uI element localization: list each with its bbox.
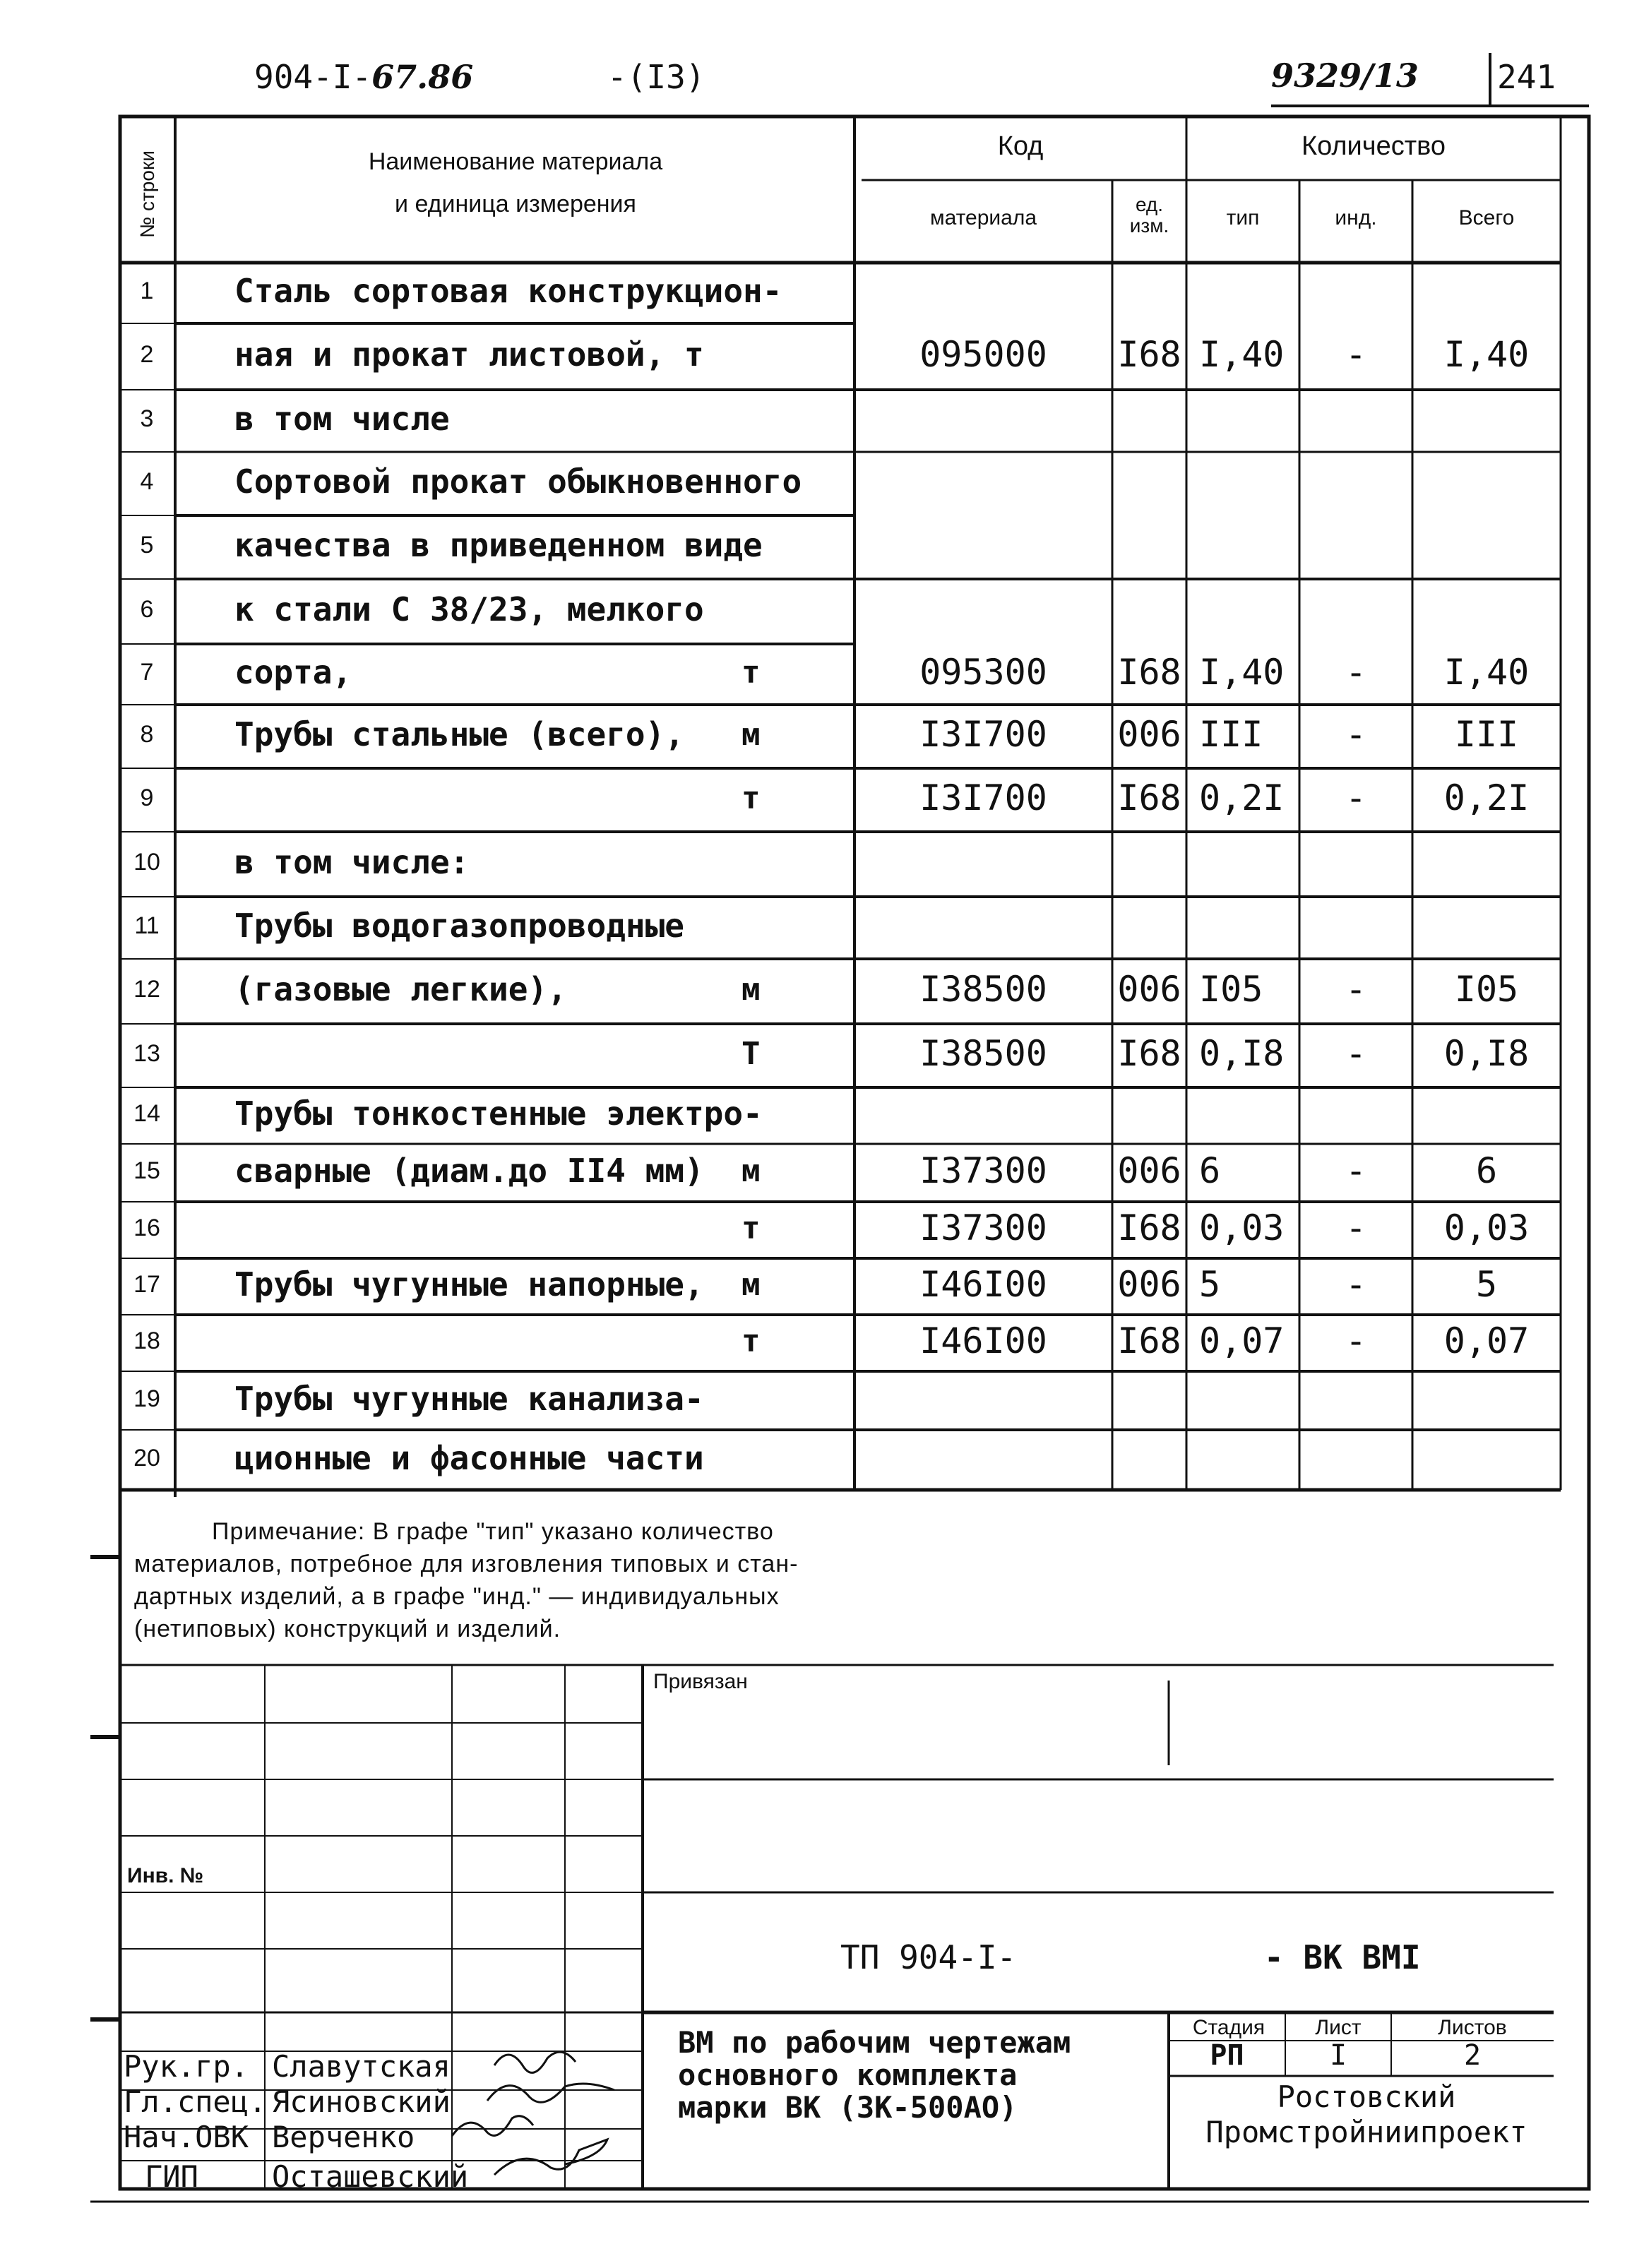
header-code-unit-line2: изм. bbox=[1129, 215, 1169, 237]
material-unit: т bbox=[741, 780, 761, 816]
unit-code: I68 bbox=[1117, 777, 1181, 818]
row-number: 6 bbox=[140, 596, 154, 623]
quantity-ind: - bbox=[1345, 1207, 1367, 1248]
row-number: 13 bbox=[133, 1040, 160, 1067]
note-line-2: материалов, потребное для изговления типовых и стан- bbox=[134, 1551, 799, 1577]
row-number: 4 bbox=[140, 468, 154, 495]
section-number: -(I3) bbox=[607, 58, 705, 96]
row-number: 16 bbox=[133, 1214, 160, 1241]
material-code: I38500 bbox=[919, 969, 1047, 1010]
signature-name: Осташевский bbox=[272, 2159, 469, 2194]
sheet-value: I bbox=[1329, 2039, 1347, 2072]
material-name: ная и прокат листовой, т bbox=[234, 335, 704, 374]
signature-role: ГИП bbox=[145, 2159, 198, 2194]
quantity-type: 0,2I bbox=[1199, 777, 1285, 818]
quantity-ind: - bbox=[1345, 1320, 1367, 1361]
header-name-line2: и единица измерения bbox=[395, 191, 636, 217]
stage-label: Стадия bbox=[1192, 2016, 1265, 2039]
quantity-total: I,40 bbox=[1443, 652, 1530, 693]
quantity-type: III bbox=[1199, 714, 1263, 755]
row-number: 8 bbox=[140, 721, 154, 748]
row-number: 2 bbox=[140, 341, 154, 368]
quantity-type: 0,03 bbox=[1199, 1207, 1285, 1248]
material-name: Сортовой прокат обыкновенного bbox=[234, 462, 802, 501]
material-name: сварные (диам.до II4 мм) bbox=[234, 1152, 704, 1190]
material-name: Сталь сортовая конструкцион- bbox=[234, 272, 782, 310]
unit-code: 006 bbox=[1117, 1264, 1181, 1305]
material-name: (газовые легкие), bbox=[234, 970, 567, 1008]
quantity-ind: - bbox=[1345, 1033, 1367, 1074]
signature-role: Рук.гр. bbox=[124, 2049, 249, 2084]
material-unit: т bbox=[741, 1210, 761, 1246]
row-number: 14 bbox=[133, 1100, 160, 1127]
quantity-ind: - bbox=[1345, 334, 1367, 375]
unit-code: I68 bbox=[1117, 334, 1181, 375]
quantity-total: 5 bbox=[1475, 1264, 1498, 1305]
doc-number-handwritten: 67.86 bbox=[371, 58, 474, 96]
quantity-ind: - bbox=[1345, 969, 1367, 1010]
header-code-unit bbox=[1112, 194, 1186, 237]
quantity-type: 0,I8 bbox=[1199, 1033, 1285, 1074]
row-number: 18 bbox=[133, 1327, 160, 1354]
organization bbox=[1169, 2079, 1564, 2150]
quantity-total: 0,03 bbox=[1443, 1207, 1530, 1248]
row-number: 12 bbox=[133, 976, 160, 1003]
note-line-1: Примечание: В графе "тип" указано количество bbox=[212, 1518, 774, 1545]
document-title-line3: марки ВК (ЗК-500АО) bbox=[678, 2090, 1018, 2125]
material-name: качества в приведенном виде bbox=[234, 526, 763, 564]
note-line-3: дартных изделий, а в графе "инд." — индивидуальных bbox=[134, 1583, 780, 1610]
quantity-total: I05 bbox=[1454, 969, 1519, 1010]
material-code: 095300 bbox=[919, 652, 1047, 693]
organization-line1: Ростовский bbox=[1277, 2079, 1456, 2114]
material-name: ционные и фасонные части bbox=[234, 1438, 704, 1477]
quantity-type: I,40 bbox=[1199, 652, 1285, 693]
material-code: I3I700 bbox=[919, 714, 1047, 755]
row-number: 5 bbox=[140, 532, 154, 559]
header-row-number bbox=[120, 127, 175, 261]
row-number: 7 bbox=[140, 659, 154, 686]
quantity-ind: - bbox=[1345, 777, 1367, 818]
quantity-type: 6 bbox=[1199, 1150, 1221, 1191]
doc-number-prefix: 904-I- bbox=[254, 58, 372, 96]
document-title-line2: основного комплекта bbox=[678, 2058, 1018, 2092]
material-code: I46I00 bbox=[919, 1320, 1047, 1361]
material-name: к стали С 38/23, мелкого bbox=[234, 590, 704, 628]
material-name: Трубы тонкостенные электро- bbox=[234, 1094, 763, 1133]
row-number: 11 bbox=[134, 912, 160, 939]
material-name: Трубы стальные (всего), bbox=[234, 715, 684, 753]
quantity-type: I05 bbox=[1199, 969, 1263, 1010]
quantity-type: I,40 bbox=[1199, 334, 1285, 375]
quantity-type: 0,07 bbox=[1199, 1320, 1285, 1361]
inventory-number-label: Инв. № bbox=[127, 1864, 204, 1887]
material-unit: м bbox=[741, 717, 761, 753]
material-name: Трубы чугунные напорные, bbox=[234, 1265, 704, 1303]
material-unit: Т bbox=[741, 1036, 761, 1072]
quantity-total: I,40 bbox=[1443, 334, 1530, 375]
archive-number: 9329/13 bbox=[1271, 56, 1419, 95]
unit-code: I68 bbox=[1117, 1320, 1181, 1361]
material-name: в том числе bbox=[234, 400, 450, 438]
unit-code: I68 bbox=[1117, 1207, 1181, 1248]
signature-name: Славутская bbox=[272, 2049, 451, 2084]
header-qty-total: Всего bbox=[1458, 206, 1515, 229]
header-qty-type: тип bbox=[1226, 206, 1260, 229]
unit-code: I68 bbox=[1117, 1033, 1181, 1074]
quantity-total: 0,07 bbox=[1443, 1320, 1530, 1361]
material-unit: м bbox=[741, 1267, 761, 1303]
sheets-label: Листов bbox=[1438, 2016, 1507, 2039]
header-code: Код bbox=[997, 131, 1044, 161]
material-code: I37300 bbox=[919, 1150, 1047, 1191]
sheets-value: 2 bbox=[1463, 2039, 1482, 2072]
document-title-line1: ВМ по рабочим чертежам bbox=[678, 2025, 1071, 2060]
material-unit: т bbox=[741, 655, 761, 691]
row-number: 15 bbox=[133, 1157, 160, 1184]
material-code: I38500 bbox=[919, 1033, 1047, 1074]
material-unit: т bbox=[741, 1323, 761, 1359]
quantity-total: III bbox=[1454, 714, 1519, 755]
signature-name: Ясиновский bbox=[272, 2084, 451, 2119]
material-unit: м bbox=[741, 1153, 761, 1189]
material-name: сорта, bbox=[234, 653, 352, 691]
quantity-total: 0,I8 bbox=[1443, 1033, 1530, 1074]
header-code-material: материала bbox=[929, 206, 1037, 229]
document-title bbox=[678, 2027, 1071, 2124]
stage-value: РП bbox=[1210, 2039, 1244, 2072]
header-qty-ind: инд. bbox=[1335, 206, 1377, 229]
quantity-total: 6 bbox=[1475, 1150, 1498, 1191]
sheet-label: Лист bbox=[1315, 2016, 1362, 2039]
row-number: 20 bbox=[133, 1444, 160, 1472]
signature-role: Гл.спец. bbox=[124, 2084, 267, 2119]
organization-line2: Промстройниипроект bbox=[1205, 2115, 1527, 2149]
unit-code: 006 bbox=[1117, 714, 1181, 755]
quantity-total: 0,2I bbox=[1443, 777, 1530, 818]
note-line-4: (нетиповых) конструкций и изделий. bbox=[134, 1616, 561, 1642]
designation-left: ТП 904-I- bbox=[840, 1938, 1017, 1976]
privyazan-label: Привязан bbox=[653, 1670, 748, 1693]
quantity-ind: - bbox=[1345, 1150, 1367, 1191]
row-number: 10 bbox=[133, 849, 160, 876]
quantity-type: 5 bbox=[1199, 1264, 1221, 1305]
row-number: 1 bbox=[140, 277, 154, 304]
material-code: 095000 bbox=[919, 334, 1047, 375]
designation-right: - ВК ВМI bbox=[1264, 1938, 1421, 1976]
header-quantity: Количество bbox=[1301, 131, 1446, 161]
material-name: Трубы водогазопроводные bbox=[234, 907, 684, 945]
material-name: Трубы чугунные канализа- bbox=[234, 1379, 704, 1418]
header-code-unit-line1: ед. bbox=[1135, 193, 1164, 215]
unit-code: 006 bbox=[1117, 1150, 1181, 1191]
row-number: 17 bbox=[133, 1271, 160, 1298]
row-number: 19 bbox=[133, 1385, 160, 1412]
header-name-line1: Наименование материала bbox=[368, 148, 663, 175]
quantity-ind: - bbox=[1345, 1264, 1367, 1305]
material-code: I46I00 bbox=[919, 1264, 1047, 1305]
material-name: в том числе: bbox=[234, 843, 470, 881]
signature-role: Нач.ОВК bbox=[124, 2120, 249, 2154]
row-number-label: № строки bbox=[136, 150, 158, 238]
unit-code: I68 bbox=[1117, 652, 1181, 693]
material-unit: м bbox=[741, 972, 761, 1008]
row-number: 3 bbox=[140, 405, 154, 432]
quantity-ind: - bbox=[1345, 652, 1367, 693]
signature-name: Верченко bbox=[272, 2120, 415, 2154]
quantity-ind: - bbox=[1345, 714, 1367, 755]
page-number: 241 bbox=[1497, 58, 1556, 96]
material-code: I3I700 bbox=[919, 777, 1047, 818]
row-number: 9 bbox=[140, 784, 154, 811]
unit-code: 006 bbox=[1117, 969, 1181, 1010]
material-code: I37300 bbox=[919, 1207, 1047, 1248]
